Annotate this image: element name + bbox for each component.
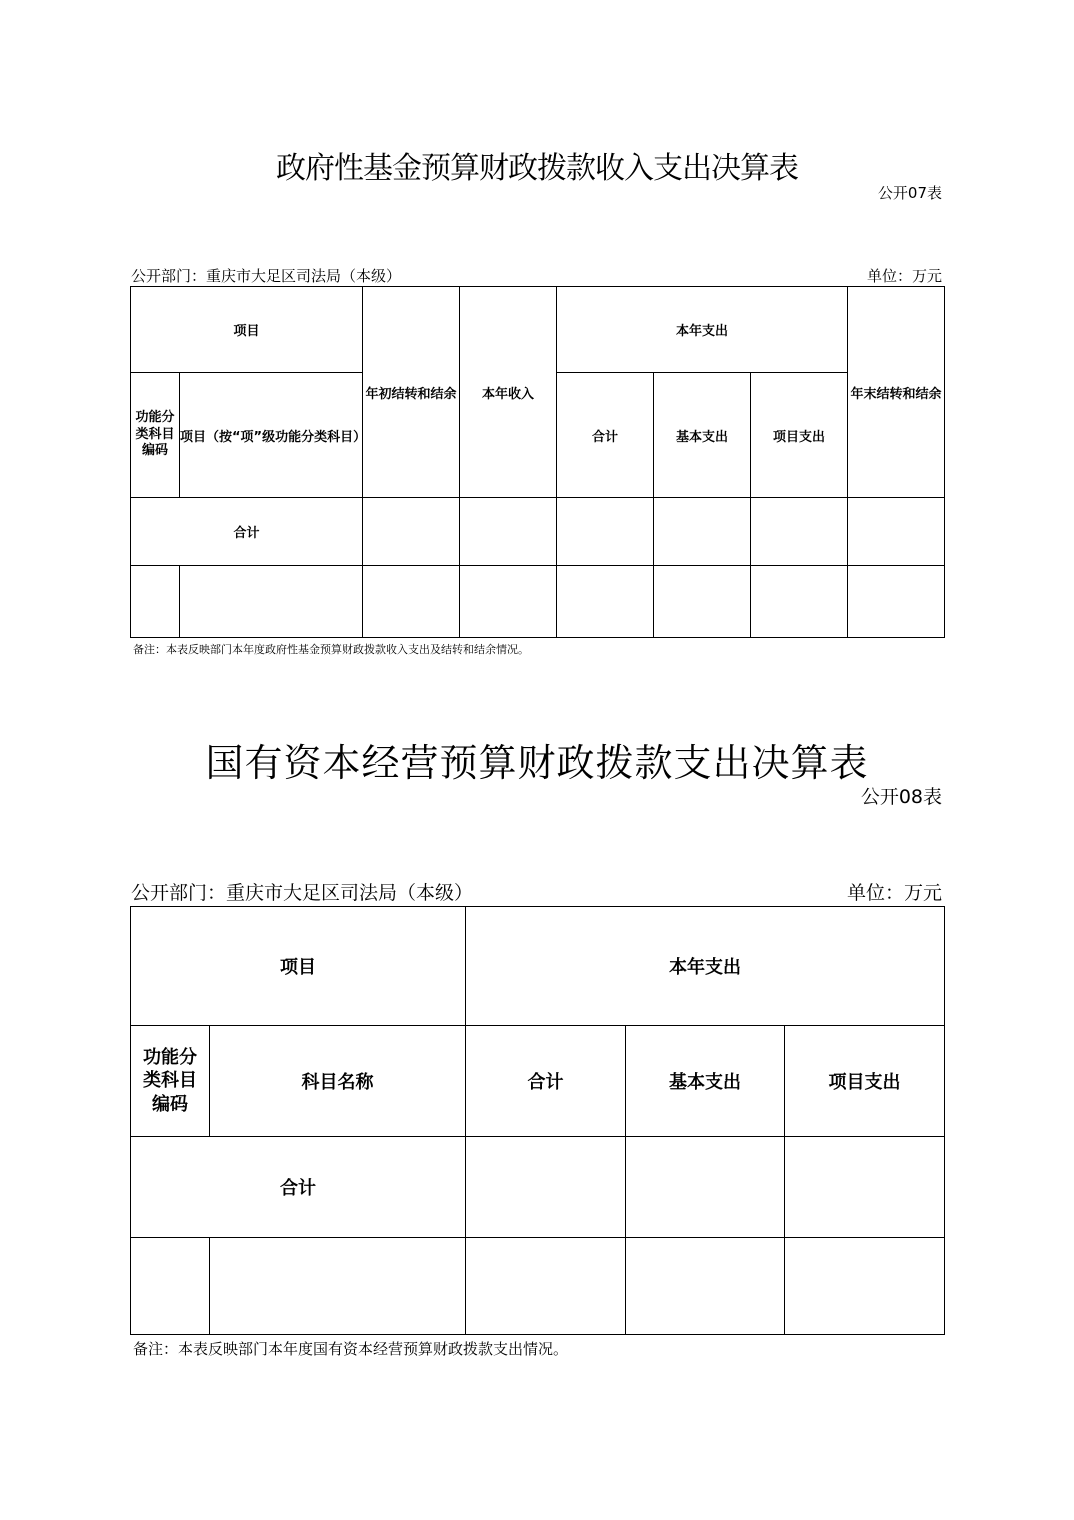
t2-cell bbox=[210, 1238, 466, 1335]
t1-cell bbox=[751, 566, 848, 638]
table1-department: 公开部门：重庆市大足区司法局（本级） bbox=[131, 267, 402, 285]
table1-title: 政府性基金预算财政拨款收入支出决算表 bbox=[276, 151, 798, 186]
t2-total-label: 合计 bbox=[131, 1137, 466, 1238]
t2-cell bbox=[626, 1137, 785, 1238]
t2-header-item: 项目 bbox=[131, 907, 466, 1026]
t1-header-opening-balance: 年初结转和结余 bbox=[363, 287, 460, 498]
t2-header-project: 项目支出 bbox=[785, 1026, 945, 1137]
t1-header-item-name: 项目（按“项”级功能分类科目） bbox=[180, 373, 363, 498]
t2-total-row bbox=[131, 1137, 945, 1238]
t1-cell bbox=[180, 566, 363, 638]
t2-header-total: 合计 bbox=[466, 1026, 626, 1137]
table2-grid bbox=[130, 906, 945, 1335]
t1-header-project: 项目支出 bbox=[751, 373, 848, 498]
t2-header-subject-name: 科目名称 bbox=[210, 1026, 466, 1137]
t1-cell bbox=[363, 566, 460, 638]
t2-cell bbox=[626, 1238, 785, 1335]
table1-note: 备注：本表反映部门本年度政府性基金预算财政拨款收入支出及结转和结余情况。 bbox=[133, 643, 529, 656]
table2-code: 公开08表 bbox=[860, 786, 942, 808]
t1-header-annual-income: 本年收入 bbox=[460, 287, 557, 498]
table1-code: 公开07表 bbox=[877, 184, 942, 202]
t1-cell bbox=[848, 566, 945, 638]
t1-cell bbox=[654, 498, 751, 566]
t2-cell bbox=[131, 1238, 210, 1335]
t1-cell bbox=[460, 566, 557, 638]
t1-data-row bbox=[131, 566, 945, 638]
t2-header-annual-expense: 本年支出 bbox=[466, 907, 945, 1026]
t1-cell bbox=[557, 498, 654, 566]
t2-header-basic: 基本支出 bbox=[626, 1026, 785, 1137]
table1-grid bbox=[130, 286, 945, 638]
t1-cell bbox=[751, 498, 848, 566]
t1-cell bbox=[363, 498, 460, 566]
table2-department: 公开部门：重庆市大足区司法局（本级） bbox=[131, 882, 474, 904]
t1-cell bbox=[848, 498, 945, 566]
t2-cell bbox=[785, 1238, 945, 1335]
t1-header-annual-expense: 本年支出 bbox=[557, 287, 848, 373]
table2-note: 备注：本表反映部门本年度国有资本经营预算财政拨款支出情况。 bbox=[133, 1340, 569, 1358]
t2-header-func-code: 功能分类科目编码 bbox=[131, 1026, 210, 1137]
t2-cell bbox=[466, 1238, 626, 1335]
table2-title: 国有资本经营预算财政拨款支出决算表 bbox=[205, 741, 869, 785]
t1-cell bbox=[557, 566, 654, 638]
t1-cell bbox=[131, 566, 180, 638]
t2-data-row bbox=[131, 1238, 945, 1335]
t1-total-label: 合计 bbox=[131, 498, 363, 566]
t1-header-basic: 基本支出 bbox=[654, 373, 751, 498]
t1-total-row bbox=[131, 498, 945, 566]
table2-unit: 单位：万元 bbox=[846, 882, 942, 904]
t1-header-func-code: 功能分类科目编码 bbox=[131, 373, 180, 498]
t1-header-item: 项目 bbox=[131, 287, 363, 373]
t1-header-closing-balance: 年末结转和结余 bbox=[848, 287, 945, 498]
t1-cell bbox=[654, 566, 751, 638]
t1-cell bbox=[460, 498, 557, 566]
t1-header-total: 合计 bbox=[557, 373, 654, 498]
t2-cell bbox=[466, 1137, 626, 1238]
table1-unit: 单位：万元 bbox=[866, 267, 942, 285]
t2-cell bbox=[785, 1137, 945, 1238]
